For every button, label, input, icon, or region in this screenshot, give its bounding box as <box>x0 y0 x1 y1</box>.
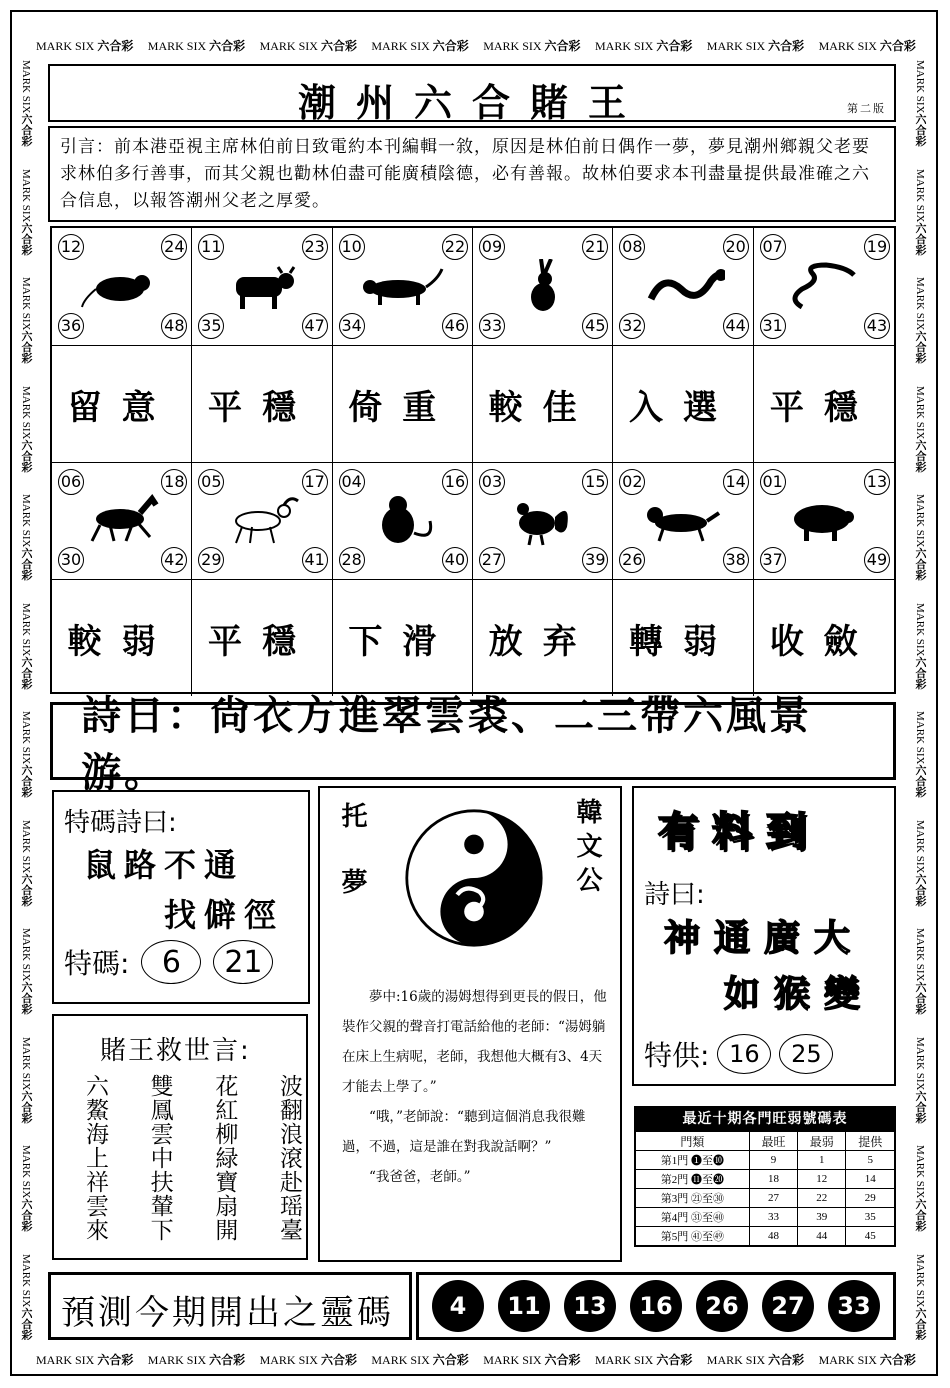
border-mark: MARK SIX 六合彩 <box>259 38 357 53</box>
supply-number: 16 <box>717 1034 771 1074</box>
story-text <box>342 982 608 1192</box>
zodiac-number: 36 <box>58 313 84 339</box>
border-mark: MARK SIX 六合彩 <box>706 1352 805 1367</box>
hot-cell: 9 <box>749 1151 797 1170</box>
youliao-supply-row <box>644 1034 833 1074</box>
border-mark: MARK SIX 六合彩 <box>594 1352 693 1367</box>
border-mark: MARK SIX 六合彩 <box>483 1352 581 1367</box>
zodiac-number: 17 <box>302 469 328 495</box>
border-mark: MARK SIX六合彩 <box>20 494 32 581</box>
zodiac-cell <box>473 228 613 346</box>
hot-cell: 27 <box>749 1189 797 1208</box>
zodiac-number: 26 <box>619 547 645 573</box>
cold-cell: 44 <box>798 1227 846 1247</box>
border-mark: MARK SIX六合彩 <box>20 928 32 1015</box>
zodiac-number: 14 <box>723 469 749 495</box>
saying-columns <box>82 1074 302 1242</box>
number-ball: 4 <box>432 1280 484 1332</box>
border-mark: MARK SIX六合彩 <box>914 277 926 364</box>
border-strip-top <box>36 34 916 56</box>
zodiac-number: 01 <box>760 469 786 495</box>
saying-column: 波翻浪滾赴瑶臺 <box>275 1074 302 1242</box>
border-mark: MARK SIX 六合彩 <box>818 38 916 53</box>
zodiac-trend: 平穩 <box>192 580 332 696</box>
zodiac-number: 24 <box>161 234 187 260</box>
youliao-poem-line: 如猴變 <box>724 974 875 1015</box>
zodiac-number: 39 <box>582 547 608 573</box>
border-mark: MARK SIX六合彩 <box>914 1036 926 1123</box>
zodiac-trend: 倚重 <box>333 346 473 463</box>
stats-row <box>635 1170 895 1189</box>
zodiac-cell <box>473 463 613 580</box>
zodiac-number: 07 <box>760 234 786 260</box>
number-ball: 11 <box>498 1280 550 1332</box>
hot-cell: 33 <box>749 1208 797 1227</box>
supply-label: 特供: <box>644 1039 710 1072</box>
border-mark: MARK SIX 六合彩 <box>147 1352 246 1367</box>
youliao-title: 有料到 <box>658 809 820 855</box>
zodiac-cell <box>52 228 192 346</box>
dream-tag: 托夢 <box>337 802 367 934</box>
border-mark: MARK SIX六合彩 <box>20 602 32 689</box>
zodiac-number: 11 <box>198 234 224 260</box>
zodiac-number: 30 <box>58 547 84 573</box>
border-mark: MARK SIX六合彩 <box>914 494 926 581</box>
zodiac-cell <box>613 228 753 346</box>
zodiac-number: 15 <box>582 469 608 495</box>
page-title: 潮州六合賭王 <box>297 80 646 125</box>
stats-row <box>635 1227 895 1247</box>
zodiac-trend: 平穩 <box>754 346 894 463</box>
special-code-label: 特碼: <box>64 947 130 980</box>
border-mark: MARK SIX 六合彩 <box>818 1352 916 1367</box>
zodiac-number: 48 <box>161 313 187 339</box>
border-strip-left <box>14 60 38 1340</box>
hot-cell: 48 <box>749 1227 797 1247</box>
stats-title: 最近十期各門旺弱號碼表 <box>634 1106 896 1130</box>
story-paragraph: “我爸爸，老師。” <box>369 1169 471 1185</box>
prediction-label: 預測今期開出之靈碼 <box>61 1293 394 1333</box>
dog-icon <box>641 493 725 549</box>
zodiac-number: 29 <box>198 547 224 573</box>
zodiac-number: 13 <box>864 469 890 495</box>
zodiac-number: 12 <box>58 234 84 260</box>
zodiac-cell <box>192 228 332 346</box>
snake-icon <box>782 259 866 315</box>
door-stats-table <box>634 1106 896 1247</box>
zodiac-trend: 入選 <box>613 346 753 463</box>
zodiac-number: 02 <box>619 469 645 495</box>
zodiac-number: 34 <box>339 313 365 339</box>
border-mark: MARK SIX六合彩 <box>914 819 926 906</box>
zodiac-number: 45 <box>582 313 608 339</box>
number-ball: 33 <box>828 1280 880 1332</box>
zodiac-number: 20 <box>723 234 749 260</box>
border-mark: MARK SIX六合彩 <box>914 928 926 1015</box>
zodiac-number: 46 <box>442 313 468 339</box>
zodiac-cell <box>52 463 192 580</box>
rooster-icon <box>501 493 585 549</box>
border-mark: MARK SIX六合彩 <box>20 277 32 364</box>
intro-text: 引言：前本港亞視主席林伯前日致電約本刊編輯一敘，原因是林伯前日偶作一夢，夢見潮州鄉親父老要求林伯多行善事，而其父親也勸林伯盡可能廣積陰德，必有善報。故林伯要求本刊盡量提供最准確之六合信息，以報答潮州父老之厚愛。 <box>48 126 896 222</box>
door-cell: 第5門 ㊶至㊾ <box>635 1227 749 1247</box>
border-mark: MARK SIX 六合彩 <box>371 38 469 53</box>
saying-title: 賭王救世言: <box>100 1036 251 1066</box>
youliao-poem-label: 詩曰: <box>644 880 705 910</box>
zodiac-number: 09 <box>479 234 505 260</box>
zodiac-number: 42 <box>161 547 187 573</box>
stats-header: 提供 <box>846 1131 895 1151</box>
zodiac-trend: 收斂 <box>769 621 878 662</box>
border-mark: MARK SIX六合彩 <box>20 1036 32 1123</box>
title-box <box>48 64 896 125</box>
offer-cell: 14 <box>846 1170 895 1189</box>
cold-cell: 1 <box>798 1151 846 1170</box>
zodiac-trend: 留意 <box>52 346 192 463</box>
zodiac-cell <box>613 463 753 580</box>
zodiac-trend: 轉弱 <box>613 580 753 696</box>
zodiac-trend: 下滑 <box>333 580 473 696</box>
zodiac-cell <box>192 463 332 580</box>
border-mark: MARK SIX六合彩 <box>914 1145 926 1232</box>
door-cell: 第3門 ㉑至㉚ <box>635 1189 749 1208</box>
zodiac-number: 28 <box>339 547 365 573</box>
special-code-number: 6 <box>141 940 201 984</box>
prediction-box <box>48 1272 412 1340</box>
monkey-icon <box>360 493 444 549</box>
special-poem-label: 特碼詩曰: <box>64 808 177 838</box>
hot-cell: 18 <box>749 1170 797 1189</box>
zodiac-number: 10 <box>339 234 365 260</box>
number-ball: 27 <box>762 1280 814 1332</box>
supply-number: 25 <box>779 1034 833 1074</box>
border-mark: MARK SIX 六合彩 <box>594 38 693 53</box>
saying-column: 六鰲海上祥雲來 <box>82 1074 108 1242</box>
border-mark: MARK SIX六合彩 <box>20 168 32 255</box>
edition-label: 第二版 <box>847 102 886 115</box>
border-mark: MARK SIX六合彩 <box>914 385 926 472</box>
story-paragraph: “哦，”老師說：“聽到這個消息我很難過，不過，這是誰在對我說話啊？” <box>342 1109 586 1155</box>
zodiac-number: 41 <box>302 547 328 573</box>
zodiac-number: 31 <box>760 313 786 339</box>
zodiac-cell <box>333 463 473 580</box>
dream-story-box <box>318 786 622 1262</box>
zodiac-cell <box>333 228 473 346</box>
zodiac-number: 18 <box>161 469 187 495</box>
zodiac-trend: 較佳 <box>473 346 613 463</box>
border-mark: MARK SIX 六合彩 <box>371 1352 469 1367</box>
number-ball: 13 <box>564 1280 616 1332</box>
border-mark: MARK SIX六合彩 <box>20 1253 32 1340</box>
zodiac-number: 16 <box>442 469 468 495</box>
border-mark: MARK SIX 六合彩 <box>483 38 581 53</box>
zodiac-cell <box>754 463 894 580</box>
stats-row <box>635 1208 895 1227</box>
border-mark: MARK SIX六合彩 <box>914 168 926 255</box>
special-code-box <box>52 790 310 1004</box>
zodiac-grid <box>50 226 896 694</box>
stats-row <box>635 1151 895 1170</box>
border-mark: MARK SIX六合彩 <box>914 602 926 689</box>
zodiac-number: 06 <box>58 469 84 495</box>
zodiac-number: 23 <box>302 234 328 260</box>
border-mark: MARK SIX六合彩 <box>20 1145 32 1232</box>
offer-cell: 35 <box>846 1208 895 1227</box>
border-mark: MARK SIX 六合彩 <box>259 1352 357 1367</box>
special-code-number: 21 <box>213 940 273 984</box>
zodiac-number: 33 <box>479 313 505 339</box>
zodiac-number: 27 <box>479 547 505 573</box>
yin-yang-icon <box>404 808 544 948</box>
rat-icon <box>80 259 164 315</box>
zodiac-number: 04 <box>339 469 365 495</box>
border-mark: MARK SIX六合彩 <box>914 1253 926 1340</box>
border-mark: MARK SIX六合彩 <box>20 711 32 798</box>
zodiac-number: 43 <box>864 313 890 339</box>
offer-cell: 45 <box>846 1227 895 1247</box>
gambler-saying-box <box>52 1014 308 1260</box>
zodiac-number: 40 <box>442 547 468 573</box>
special-poem-line: 鼠路不通 <box>84 846 245 884</box>
stats-row <box>635 1189 895 1208</box>
poem-bar: 詩日：尙衣方進翠雲裘、二三帶六風景游。 <box>50 702 896 780</box>
stats-header: 門類 <box>635 1131 749 1151</box>
border-mark: MARK SIX 六合彩 <box>36 38 134 53</box>
offer-cell: 5 <box>846 1151 895 1170</box>
zodiac-number: 37 <box>760 547 786 573</box>
cold-cell: 12 <box>798 1170 846 1189</box>
zodiac-trend: 平穩 <box>192 346 332 463</box>
door-cell: 第2門 ⓫至⓴ <box>635 1170 749 1189</box>
zodiac-number: 05 <box>198 469 224 495</box>
zodiac-number: 44 <box>723 313 749 339</box>
zodiac-trend: 較弱 <box>52 580 192 696</box>
zodiac-number: 38 <box>723 547 749 573</box>
zodiac-number: 47 <box>302 313 328 339</box>
zodiac-number: 08 <box>619 234 645 260</box>
special-poem-line: 找僻徑 <box>164 896 285 934</box>
zodiac-number: 32 <box>619 313 645 339</box>
stats-header: 最弱 <box>798 1131 846 1151</box>
zodiac-number: 19 <box>864 234 890 260</box>
zodiac-trend: 放弃 <box>473 580 613 696</box>
border-mark: MARK SIX六合彩 <box>914 60 926 147</box>
youliao-poem-line: 神通廣大 <box>664 918 865 959</box>
story-paragraph: 夢中:16歲的湯姆想得到更長的假日，他裝作父親的聲音打電話給他的老師：“湯姆躺在床上生病呢，老師，我想他大概有3、4天才能去上學了。” <box>342 989 607 1095</box>
cold-cell: 39 <box>798 1208 846 1227</box>
border-mark: MARK SIX 六合彩 <box>147 38 246 53</box>
zodiac-number: 21 <box>582 234 608 260</box>
zodiac-cell <box>754 228 894 346</box>
horse-icon <box>80 493 164 549</box>
cold-cell: 22 <box>798 1189 846 1208</box>
youliao-box <box>632 786 896 1086</box>
stats-header-row <box>635 1131 895 1151</box>
ox-icon <box>220 259 304 315</box>
number-ball: 16 <box>630 1280 682 1332</box>
border-mark: MARK SIX六合彩 <box>20 819 32 906</box>
offer-cell: 29 <box>846 1189 895 1208</box>
border-mark: MARK SIX 六合彩 <box>706 38 805 53</box>
number-ball: 26 <box>696 1280 748 1332</box>
pig-icon <box>782 493 866 549</box>
border-mark: MARK SIX 六合彩 <box>36 1352 134 1367</box>
special-code-row <box>64 940 273 984</box>
goat-icon <box>220 493 304 549</box>
prediction-balls <box>416 1272 896 1340</box>
dragon-icon <box>641 259 725 315</box>
zodiac-number: 35 <box>198 313 224 339</box>
border-strip-bottom <box>36 1348 916 1370</box>
author-tag: 韓文公 <box>572 798 602 900</box>
zodiac-number: 03 <box>479 469 505 495</box>
border-strip-right <box>908 60 932 1340</box>
stats-header: 最旺 <box>749 1131 797 1151</box>
border-mark: MARK SIX六合彩 <box>20 385 32 472</box>
zodiac-number: 49 <box>864 547 890 573</box>
tiger-icon <box>360 259 444 315</box>
saying-column: 雙鳳雲中扶輦下 <box>146 1074 173 1242</box>
rabbit-icon <box>501 259 585 315</box>
border-mark: MARK SIX六合彩 <box>20 60 32 147</box>
door-cell: 第1門 ❶至❿ <box>635 1151 749 1170</box>
door-cell: 第4門 ㉛至㊵ <box>635 1208 749 1227</box>
saying-column: 花紅柳緑寶扇開 <box>211 1074 238 1242</box>
zodiac-number: 22 <box>442 234 468 260</box>
border-mark: MARK SIX六合彩 <box>914 711 926 798</box>
